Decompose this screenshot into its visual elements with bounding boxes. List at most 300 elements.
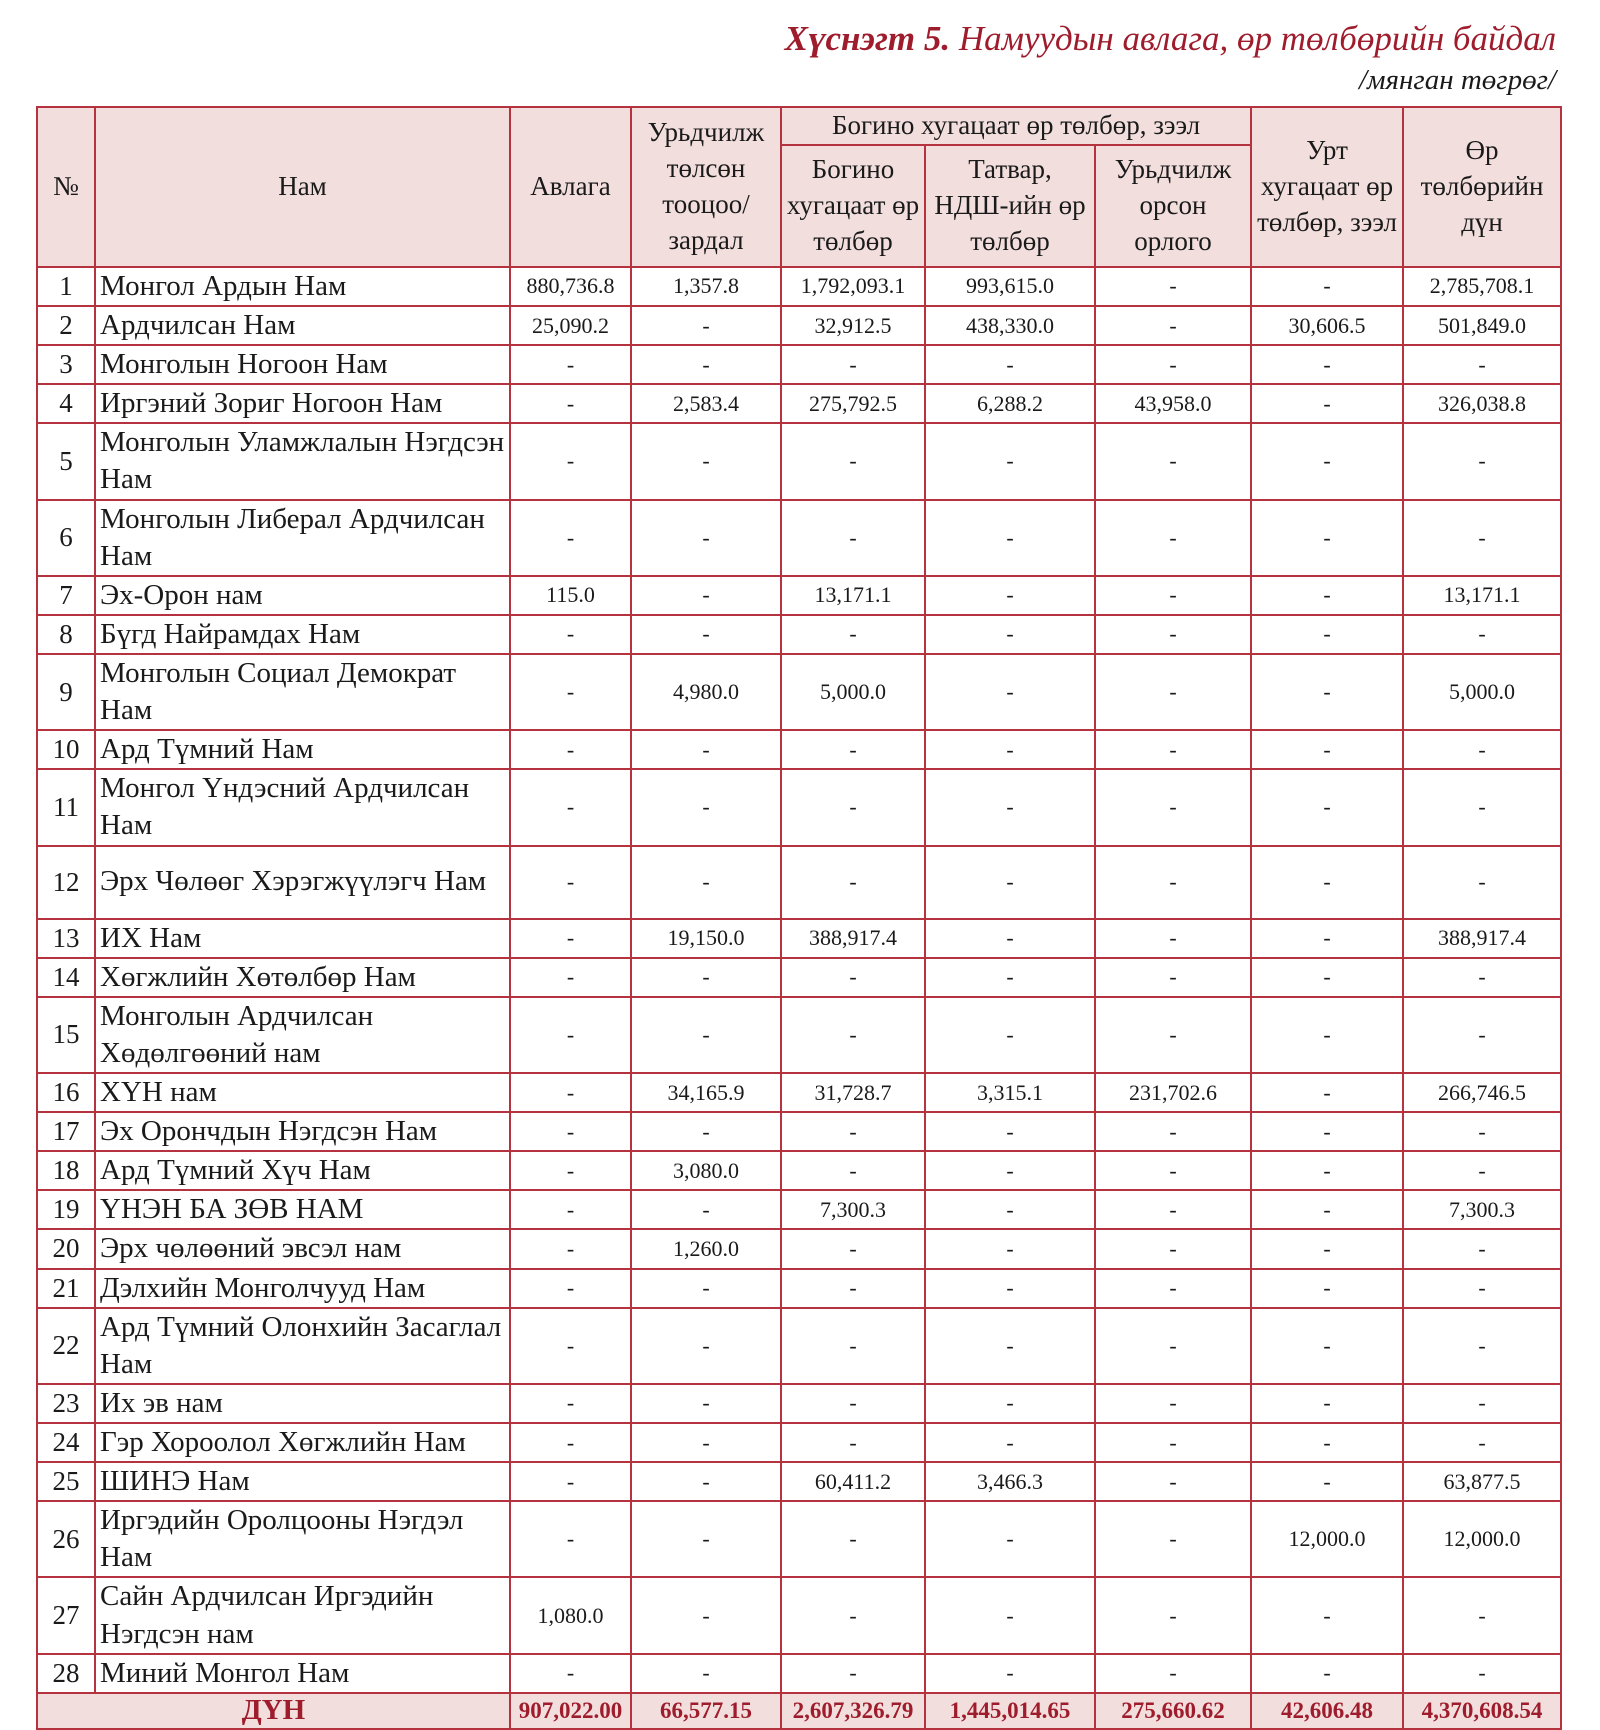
tax-cell: - — [925, 1423, 1095, 1462]
table-row — [37, 1229, 1561, 1268]
advance-income-cell: - — [1095, 1384, 1251, 1423]
table-row — [37, 1384, 1561, 1423]
receivable-cell: - — [510, 1654, 631, 1693]
row-number: 15 — [37, 997, 95, 1073]
advance-income-cell: - — [1095, 1229, 1251, 1268]
short-term-cell: - — [781, 500, 925, 576]
total-debt-cell: - — [1403, 1151, 1561, 1190]
total-prepaid: 66,577.15 — [631, 1693, 781, 1729]
prepaid-cell: 1,260.0 — [631, 1229, 781, 1268]
advance-income-cell: - — [1095, 1654, 1251, 1693]
prepaid-cell: - — [631, 846, 781, 919]
table-row — [37, 500, 1561, 576]
row-number: 21 — [37, 1269, 95, 1308]
tax-cell: - — [925, 1112, 1095, 1151]
row-number: 8 — [37, 615, 95, 654]
long-term-cell: - — [1251, 1577, 1403, 1653]
total-advance-income: 275,660.62 — [1095, 1693, 1251, 1729]
short-term-cell: - — [781, 615, 925, 654]
long-term-cell: - — [1251, 1462, 1403, 1501]
receivable-cell: - — [510, 846, 631, 919]
long-term-cell: - — [1251, 1151, 1403, 1190]
total-debt-cell: 5,000.0 — [1403, 654, 1561, 730]
table-row — [37, 769, 1561, 845]
short-term-cell: - — [781, 1308, 925, 1384]
tax-cell: - — [925, 1501, 1095, 1577]
table-row — [37, 997, 1561, 1073]
receivable-cell: 1,080.0 — [510, 1577, 631, 1653]
table-row — [37, 958, 1561, 997]
short-term-cell: - — [781, 1229, 925, 1268]
table-row — [37, 384, 1561, 423]
prepaid-cell: 34,165.9 — [631, 1073, 781, 1112]
header-total-debt: Өр төлбөрийн дүн — [1403, 107, 1561, 267]
advance-income-cell: - — [1095, 1501, 1251, 1577]
table-row — [37, 1577, 1561, 1653]
tax-cell: - — [925, 1384, 1095, 1423]
long-term-cell: - — [1251, 1654, 1403, 1693]
advance-income-cell: - — [1095, 958, 1251, 997]
table-row — [37, 576, 1561, 615]
receivable-cell: - — [510, 1269, 631, 1308]
short-term-cell: - — [781, 730, 925, 769]
short-term-cell: 13,171.1 — [781, 576, 925, 615]
row-number: 9 — [37, 654, 95, 730]
advance-income-cell: - — [1095, 500, 1251, 576]
advance-income-cell: - — [1095, 997, 1251, 1073]
total-debt-cell: 13,171.1 — [1403, 576, 1561, 615]
prepaid-cell: - — [631, 345, 781, 384]
advance-income-cell: - — [1095, 1112, 1251, 1151]
party-name: ХҮН нам — [95, 1073, 510, 1112]
receivable-cell: 115.0 — [510, 576, 631, 615]
prepaid-cell: - — [631, 730, 781, 769]
party-name: Бүгд Найрамдах Нам — [95, 615, 510, 654]
caption-title — [785, 18, 1556, 60]
receivable-cell: - — [510, 769, 631, 845]
tax-cell: - — [925, 423, 1095, 499]
total-debt-cell: - — [1403, 423, 1561, 499]
debt-table — [36, 106, 1562, 1730]
long-term-cell: - — [1251, 1112, 1403, 1151]
total-tax: 1,445,014.65 — [925, 1693, 1095, 1729]
party-name: Монголын Социал Демократ Нам — [95, 654, 510, 730]
advance-income-cell: 231,702.6 — [1095, 1073, 1251, 1112]
header-no: № — [37, 107, 95, 267]
advance-income-cell: - — [1095, 654, 1251, 730]
short-term-cell: - — [781, 1269, 925, 1308]
long-term-cell: - — [1251, 345, 1403, 384]
short-term-cell: - — [781, 1501, 925, 1577]
row-number: 27 — [37, 1577, 95, 1653]
caption-label: Хүснэгт 5. — [784, 19, 951, 58]
total-debt-cell: - — [1403, 1654, 1561, 1693]
tax-cell: - — [925, 997, 1095, 1073]
prepaid-cell: - — [631, 615, 781, 654]
prepaid-cell: - — [631, 1308, 781, 1384]
total-label: ДҮН — [37, 1693, 510, 1729]
long-term-cell: 30,606.5 — [1251, 306, 1403, 345]
prepaid-cell: 3,080.0 — [631, 1151, 781, 1190]
advance-income-cell: - — [1095, 1190, 1251, 1229]
advance-income-cell: - — [1095, 345, 1251, 384]
party-name: Монгол Үндэсний Ардчилсан Нам — [95, 769, 510, 845]
row-number: 26 — [37, 1501, 95, 1577]
short-term-cell: - — [781, 1151, 925, 1190]
long-term-cell: - — [1251, 846, 1403, 919]
table-row — [37, 267, 1561, 306]
receivable-cell: - — [510, 1462, 631, 1501]
table-row — [37, 654, 1561, 730]
receivable-cell: - — [510, 919, 631, 958]
long-term-cell: - — [1251, 769, 1403, 845]
party-name: Монголын Уламжлалын Нэгдсэн Нам — [95, 423, 510, 499]
party-name: Ардчилсан Нам — [95, 306, 510, 345]
tax-cell: 438,330.0 — [925, 306, 1095, 345]
receivable-cell: - — [510, 1190, 631, 1229]
prepaid-cell: - — [631, 997, 781, 1073]
table-row — [37, 345, 1561, 384]
total-debt-cell: - — [1403, 345, 1561, 384]
receivable-cell: - — [510, 654, 631, 730]
table-body — [37, 267, 1561, 1693]
short-term-cell: - — [781, 958, 925, 997]
total-debt-cell: - — [1403, 769, 1561, 845]
short-term-cell: - — [781, 769, 925, 845]
prepaid-cell: - — [631, 1190, 781, 1229]
total-debt-cell: 326,038.8 — [1403, 384, 1561, 423]
table-row — [37, 615, 1561, 654]
advance-income-cell: - — [1095, 730, 1251, 769]
total-row — [37, 1693, 1561, 1729]
tax-cell: - — [925, 919, 1095, 958]
long-term-cell: - — [1251, 267, 1403, 306]
header-receivable: Авлага — [510, 107, 631, 267]
short-term-cell: 388,917.4 — [781, 919, 925, 958]
total-debt-cell: 501,849.0 — [1403, 306, 1561, 345]
long-term-cell: - — [1251, 1269, 1403, 1308]
receivable-cell: 880,736.8 — [510, 267, 631, 306]
row-number: 14 — [37, 958, 95, 997]
long-term-cell: - — [1251, 654, 1403, 730]
short-term-cell: 275,792.5 — [781, 384, 925, 423]
row-number: 19 — [37, 1190, 95, 1229]
party-name: ШИНЭ Нам — [95, 1462, 510, 1501]
party-name: Ард Түмний Нам — [95, 730, 510, 769]
long-term-cell: 12,000.0 — [1251, 1501, 1403, 1577]
table-row — [37, 1073, 1561, 1112]
long-term-cell: - — [1251, 1384, 1403, 1423]
total-debt-cell: - — [1403, 846, 1561, 919]
header-tax: Татвар, НДШ-ийн өр төлбөр — [925, 145, 1095, 267]
row-number: 6 — [37, 500, 95, 576]
party-name: Ард Түмний Олонхийн Засаглал Нам — [95, 1308, 510, 1384]
receivable-cell: - — [510, 1501, 631, 1577]
total-debt-cell: 63,877.5 — [1403, 1462, 1561, 1501]
total-debt-cell: 388,917.4 — [1403, 919, 1561, 958]
table-row — [37, 306, 1561, 345]
receivable-cell: - — [510, 1308, 631, 1384]
tax-cell: - — [925, 1151, 1095, 1190]
row-number: 20 — [37, 1229, 95, 1268]
table-caption — [785, 18, 1556, 98]
total-debt-cell: 266,746.5 — [1403, 1073, 1561, 1112]
row-number: 11 — [37, 769, 95, 845]
prepaid-cell: 1,357.8 — [631, 267, 781, 306]
long-term-cell: - — [1251, 1423, 1403, 1462]
party-name: Иргэдийн Оролцооны Нэгдэл Нам — [95, 1501, 510, 1577]
total-debt-cell: - — [1403, 500, 1561, 576]
advance-income-cell: - — [1095, 1423, 1251, 1462]
short-term-cell: - — [781, 997, 925, 1073]
table-row — [37, 1501, 1561, 1577]
row-number: 25 — [37, 1462, 95, 1501]
row-number: 24 — [37, 1423, 95, 1462]
prepaid-cell: - — [631, 769, 781, 845]
party-name: Хөгжлийн Хөтөлбөр Нам — [95, 958, 510, 997]
party-name: Миний Монгол Нам — [95, 1654, 510, 1693]
long-term-cell: - — [1251, 384, 1403, 423]
prepaid-cell: - — [631, 500, 781, 576]
row-number: 18 — [37, 1151, 95, 1190]
row-number: 12 — [37, 846, 95, 919]
short-term-cell: 7,300.3 — [781, 1190, 925, 1229]
party-name: ИХ Нам — [95, 919, 510, 958]
receivable-cell: - — [510, 423, 631, 499]
receivable-cell: - — [510, 730, 631, 769]
tax-cell: - — [925, 1269, 1095, 1308]
total-debt-cell: - — [1403, 997, 1561, 1073]
row-number: 7 — [37, 576, 95, 615]
advance-income-cell: - — [1095, 267, 1251, 306]
total-debt-cell: - — [1403, 1577, 1561, 1653]
row-number: 13 — [37, 919, 95, 958]
receivable-cell: - — [510, 1151, 631, 1190]
tax-cell: 3,466.3 — [925, 1462, 1095, 1501]
total-debt-cell: 7,300.3 — [1403, 1190, 1561, 1229]
table-row — [37, 730, 1561, 769]
short-term-cell: - — [781, 345, 925, 384]
tax-cell: - — [925, 769, 1095, 845]
prepaid-cell: - — [631, 423, 781, 499]
total-debt-cell: 2,785,708.1 — [1403, 267, 1561, 306]
advance-income-cell: - — [1095, 1462, 1251, 1501]
table-row — [37, 1269, 1561, 1308]
tax-cell: - — [925, 1229, 1095, 1268]
table-row — [37, 1423, 1561, 1462]
tax-cell: - — [925, 730, 1095, 769]
tax-cell: - — [925, 576, 1095, 615]
prepaid-cell: - — [631, 958, 781, 997]
short-term-cell: - — [781, 846, 925, 919]
party-name: Гэр Хороолол Хөгжлийн Нам — [95, 1423, 510, 1462]
short-term-cell: - — [781, 1384, 925, 1423]
total-debt-cell: - — [1403, 1384, 1561, 1423]
tax-cell: 6,288.2 — [925, 384, 1095, 423]
table-row — [37, 1462, 1561, 1501]
party-name: Сайн Ардчилсан Иргэдийн Нэгдсэн нам — [95, 1577, 510, 1653]
caption-text: Намуудын авлага, өр төлбөрийн байдал — [958, 19, 1556, 58]
row-number: 5 — [37, 423, 95, 499]
long-term-cell: - — [1251, 1190, 1403, 1229]
short-term-cell: 60,411.2 — [781, 1462, 925, 1501]
total-debt-cell: - — [1403, 1229, 1561, 1268]
row-number: 28 — [37, 1654, 95, 1693]
party-name: Ард Түмний Хүч Нам — [95, 1151, 510, 1190]
party-name: Эрх чөлөөний эвсэл нам — [95, 1229, 510, 1268]
receivable-cell: - — [510, 615, 631, 654]
long-term-cell: - — [1251, 919, 1403, 958]
long-term-cell: - — [1251, 423, 1403, 499]
tax-cell: - — [925, 500, 1095, 576]
long-term-cell: - — [1251, 958, 1403, 997]
short-term-cell: - — [781, 423, 925, 499]
total-debt-cell: - — [1403, 1308, 1561, 1384]
advance-income-cell: - — [1095, 1269, 1251, 1308]
party-name: Монгол Ардын Нам — [95, 267, 510, 306]
prepaid-cell: - — [631, 1384, 781, 1423]
party-name: ҮНЭН БА ЗӨВ НАМ — [95, 1190, 510, 1229]
advance-income-cell: 43,958.0 — [1095, 384, 1251, 423]
total-debt: 4,370,608.54 — [1403, 1693, 1561, 1729]
tax-cell: - — [925, 1190, 1095, 1229]
table-row — [37, 1151, 1561, 1190]
total-debt-cell: - — [1403, 1269, 1561, 1308]
total-short-term: 2,607,326.79 — [781, 1693, 925, 1729]
caption-unit: /мянган төгрөг/ — [1358, 64, 1556, 96]
tax-cell: - — [925, 345, 1095, 384]
row-number: 4 — [37, 384, 95, 423]
long-term-cell: - — [1251, 576, 1403, 615]
row-number: 16 — [37, 1073, 95, 1112]
party-name: Эх-Орон нам — [95, 576, 510, 615]
receivable-cell: - — [510, 1073, 631, 1112]
short-term-cell: - — [781, 1577, 925, 1653]
long-term-cell: - — [1251, 730, 1403, 769]
total-debt-cell: - — [1403, 958, 1561, 997]
long-term-cell: - — [1251, 1229, 1403, 1268]
total-debt-cell: - — [1403, 1423, 1561, 1462]
short-term-cell: 1,792,093.1 — [781, 267, 925, 306]
receivable-cell: - — [510, 958, 631, 997]
total-debt-cell: 12,000.0 — [1403, 1501, 1561, 1577]
table-row — [37, 1190, 1561, 1229]
tax-cell: - — [925, 958, 1095, 997]
party-name: Монголын Ногоон Нам — [95, 345, 510, 384]
prepaid-cell: 2,583.4 — [631, 384, 781, 423]
receivable-cell: - — [510, 1229, 631, 1268]
advance-income-cell: - — [1095, 919, 1251, 958]
party-name: Монголын Либерал Ардчилсан Нам — [95, 500, 510, 576]
table-row — [37, 1112, 1561, 1151]
short-term-cell: - — [781, 1423, 925, 1462]
tax-cell: 3,315.1 — [925, 1073, 1095, 1112]
prepaid-cell: 4,980.0 — [631, 654, 781, 730]
party-name: Их эв нам — [95, 1384, 510, 1423]
prepaid-cell: - — [631, 1112, 781, 1151]
advance-income-cell: - — [1095, 306, 1251, 345]
row-number: 22 — [37, 1308, 95, 1384]
tax-cell: - — [925, 615, 1095, 654]
short-term-cell: 5,000.0 — [781, 654, 925, 730]
short-term-cell: 31,728.7 — [781, 1073, 925, 1112]
receivable-cell: - — [510, 500, 631, 576]
receivable-cell: - — [510, 1423, 631, 1462]
tax-cell: - — [925, 1577, 1095, 1653]
tax-cell: 993,615.0 — [925, 267, 1095, 306]
total-debt-cell: - — [1403, 615, 1561, 654]
table-row — [37, 919, 1561, 958]
header-advance-income: Урьдчилж орсон орлого — [1095, 145, 1251, 267]
prepaid-cell: - — [631, 1269, 781, 1308]
row-number: 2 — [37, 306, 95, 345]
table-row — [37, 423, 1561, 499]
header-party: Нам — [95, 107, 510, 267]
long-term-cell: - — [1251, 1308, 1403, 1384]
short-term-cell: - — [781, 1654, 925, 1693]
party-name: Дэлхийн Монголчууд Нам — [95, 1269, 510, 1308]
long-term-cell: - — [1251, 615, 1403, 654]
receivable-cell: - — [510, 1112, 631, 1151]
prepaid-cell: - — [631, 1577, 781, 1653]
row-number: 1 — [37, 267, 95, 306]
row-number: 17 — [37, 1112, 95, 1151]
header-short-term: Богино хугацаат өр төлбөр — [781, 145, 925, 267]
party-name: Эх Орончдын Нэгдсэн Нам — [95, 1112, 510, 1151]
header-long-term: Урт хугацаат өр төлбөр, зээл — [1251, 107, 1403, 267]
receivable-cell: 25,090.2 — [510, 306, 631, 345]
party-name: Эрх Чөлөөг Хэрэгжүүлэгч Нам — [95, 846, 510, 919]
prepaid-cell: - — [631, 1462, 781, 1501]
total-long-term: 42,606.48 — [1251, 1693, 1403, 1729]
advance-income-cell: - — [1095, 769, 1251, 845]
table-row — [37, 1654, 1561, 1693]
tax-cell: - — [925, 846, 1095, 919]
total-receivable: 907,022.00 — [510, 1693, 631, 1729]
short-term-cell: - — [781, 1112, 925, 1151]
tax-cell: - — [925, 1654, 1095, 1693]
long-term-cell: - — [1251, 500, 1403, 576]
party-name: Монголын Ардчилсан Хөдөлгөөний нам — [95, 997, 510, 1073]
advance-income-cell: - — [1095, 846, 1251, 919]
row-number: 10 — [37, 730, 95, 769]
prepaid-cell: 19,150.0 — [631, 919, 781, 958]
tax-cell: - — [925, 654, 1095, 730]
receivable-cell: - — [510, 1384, 631, 1423]
receivable-cell: - — [510, 997, 631, 1073]
prepaid-cell: - — [631, 1423, 781, 1462]
advance-income-cell: - — [1095, 1577, 1251, 1653]
party-name: Иргэний Зориг Ногоон Нам — [95, 384, 510, 423]
row-number: 23 — [37, 1384, 95, 1423]
total-debt-cell: - — [1403, 730, 1561, 769]
prepaid-cell: - — [631, 576, 781, 615]
prepaid-cell: - — [631, 1501, 781, 1577]
receivable-cell: - — [510, 384, 631, 423]
short-term-cell: 32,912.5 — [781, 306, 925, 345]
row-number: 3 — [37, 345, 95, 384]
advance-income-cell: - — [1095, 1151, 1251, 1190]
prepaid-cell: - — [631, 1654, 781, 1693]
advance-income-cell: - — [1095, 423, 1251, 499]
advance-income-cell: - — [1095, 1308, 1251, 1384]
table-row — [37, 846, 1561, 919]
receivable-cell: - — [510, 345, 631, 384]
advance-income-cell: - — [1095, 576, 1251, 615]
table-row — [37, 1308, 1561, 1384]
tax-cell: - — [925, 1308, 1095, 1384]
header-prepaid: Урьдчилж төлсөн тооцоо/ зардал — [631, 107, 781, 267]
